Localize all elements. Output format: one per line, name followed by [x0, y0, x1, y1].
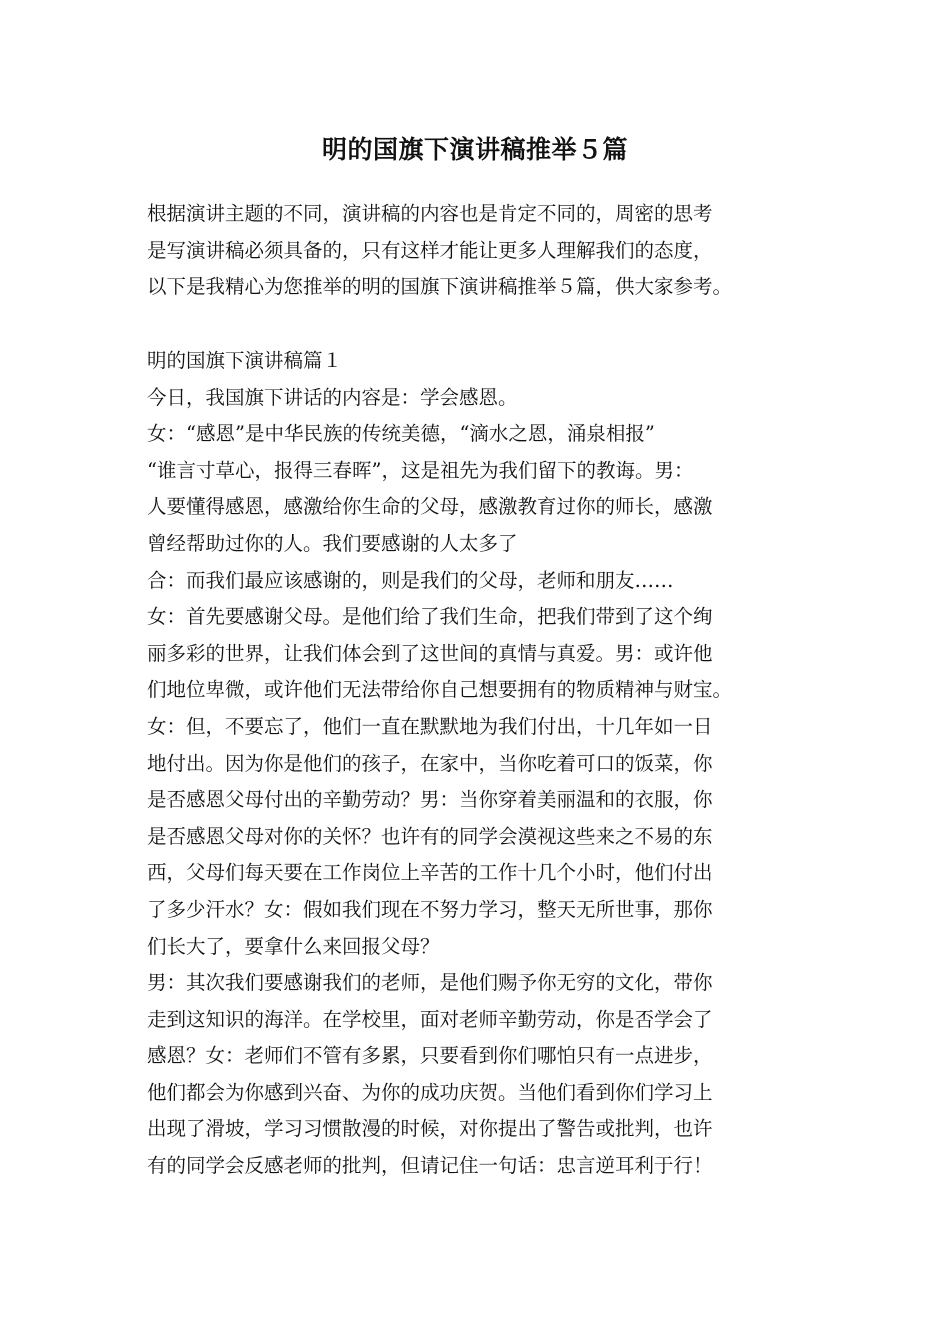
document-title: 明的国旗下演讲稿推举５篇 — [321, 135, 628, 164]
body-line: 有的同学会反感老师的批判，但请记住一句话：忠言逆耳利于行！ — [147, 1154, 713, 1178]
body-line: 地付出。因为你是他们的孩子，在家中，当你吃着可口的饭菜，你 — [147, 751, 713, 775]
intro-line: 以下是我精心为您推举的明的国旗下演讲稿推举５篇，供大家参考。 — [147, 275, 733, 298]
intro-line: 是写演讲稿必须具备的，只有这样才能让更多人理解我们的态度， — [147, 238, 713, 262]
body-line: 合：而我们最应该感谢的，则是我们的父母，老师和朋友…… — [147, 568, 674, 592]
body-line: 们长大了，要拿什么来回报父母？ — [147, 934, 440, 958]
body-line: 们地位卑微，或许他们无法带给你自己想要拥有的物质精神与财宝。 — [147, 678, 733, 702]
section-heading: 明的国旗下演讲稿篇１ — [147, 349, 343, 372]
body-line: 男：其次我们要感谢我们的老师，是他们赐予你无穷的文化，带你 — [147, 971, 713, 995]
body-line: 丽多彩的世界，让我们体会到了这世间的真情与真爱。男：或许他 — [147, 641, 713, 665]
body-line: 女：首先要感谢父母。是他们给了我们生命，把我们带到了这个绚 — [147, 605, 713, 629]
intro-line: 根据演讲主题的不同，演讲稿的内容也是肯定不同的，周密的思考 — [147, 202, 713, 225]
body-line: “谁言寸草心，报得三春晖”，这是祖先为我们留下的教诲。男： — [147, 458, 694, 482]
body-line: 女：但，不要忘了，他们一直在默默地为我们付出，十几年如一日 — [147, 714, 713, 738]
body-line: 西，父母们每天要在工作岗位上辛苦的工作十几个小时，他们付出 — [147, 861, 713, 885]
body-line: 他们都会为你感到兴奋、为你的成功庆贺。当他们看到你们学习上 — [147, 1080, 713, 1104]
body-line: 人要懂得感恩，感激给你生命的父母，感激教育过你的师长，感激 — [147, 495, 713, 519]
body-line: 女：“感恩”是中华民族的传统美德，“滴水之恩，涌泉相报” — [147, 422, 655, 446]
body-line: 曾经帮助过你的人。我们要感谢的人太多了 — [147, 531, 518, 555]
body-line: 走到这知识的海洋。在学校里，面对老师辛勤劳动，你是否学会了 — [147, 1007, 713, 1031]
speech-section — [147, 343, 817, 1185]
intro-paragraph — [147, 196, 817, 306]
body-line: 今日，我国旗下讲话的内容是：学会感恩。 — [147, 385, 518, 409]
body-line: 出现了滑坡，学习习惯散漫的时候，对你提出了警告或批判，也许 — [147, 1117, 713, 1141]
body-line: 是否感恩父母付出的辛勤劳动？男：当你穿着美丽温和的衣服，你 — [147, 788, 713, 812]
body-line: 感恩？女：老师们不管有多累，只要看到你们哪怕只有一点进步， — [147, 1044, 713, 1068]
body-line: 了多少汗水？女：假如我们现在不努力学习，整天无所世事，那你 — [147, 897, 713, 921]
body-line: 是否感恩父母对你的关怀？也许有的同学会漠视这些来之不易的东 — [147, 824, 713, 848]
